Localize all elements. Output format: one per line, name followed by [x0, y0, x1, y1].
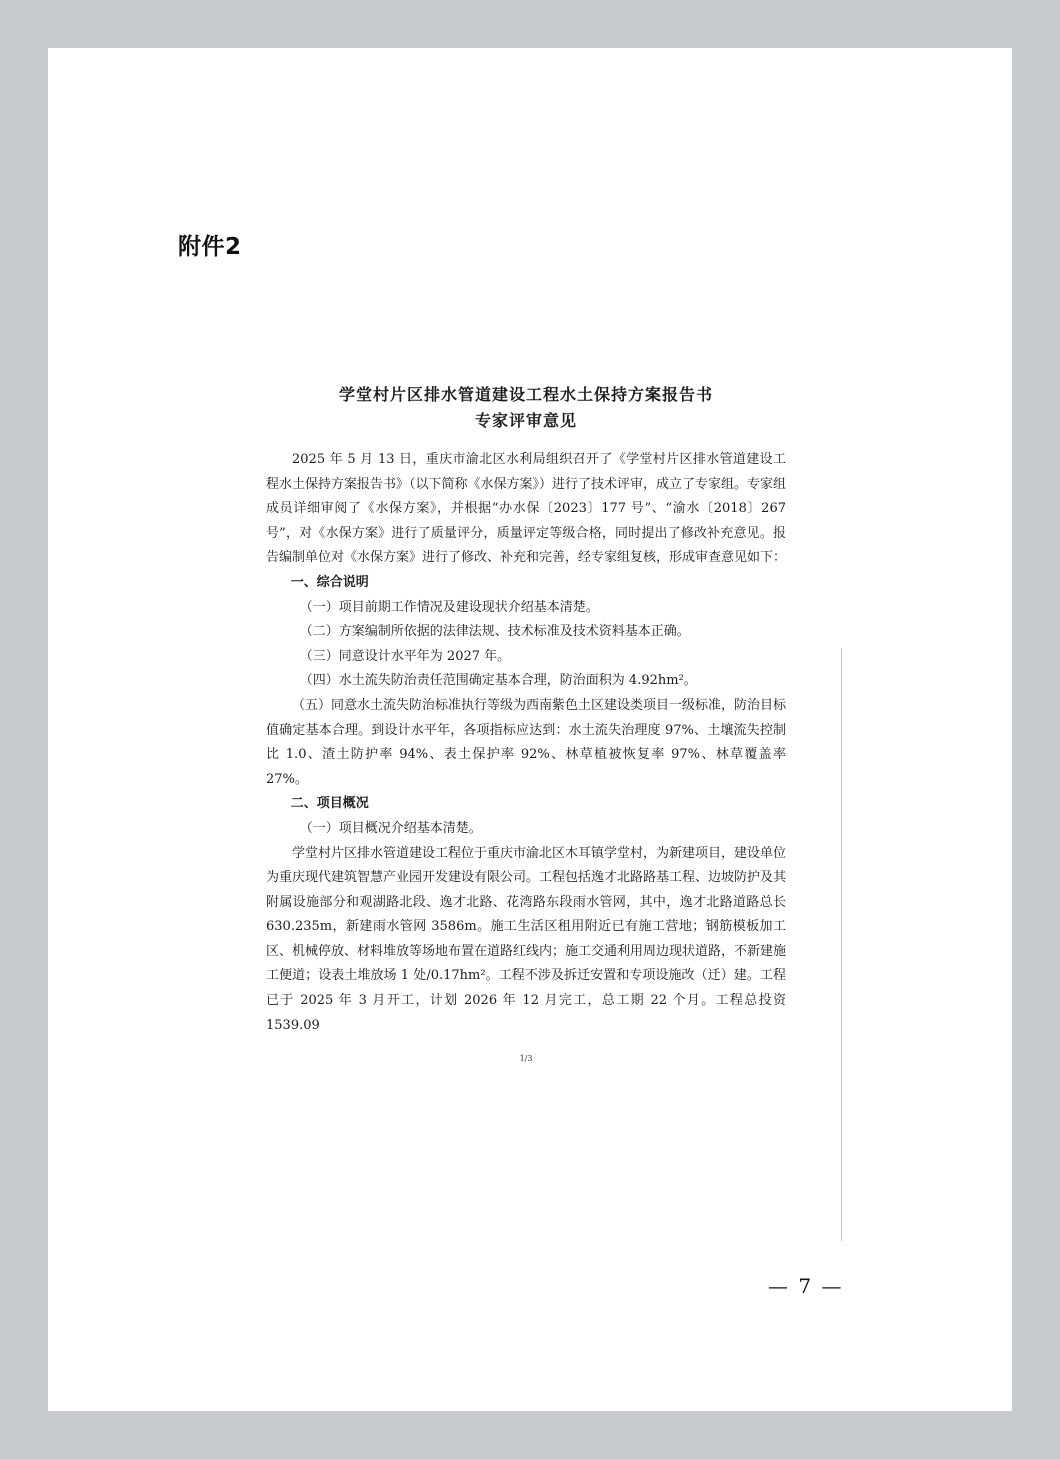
list-item: （四）水土流失防治责任范围确定基本合理，防治面积为 4.92hm²。 [299, 673, 697, 689]
attachment-label: 附件2 [178, 234, 242, 260]
list-item: （一）项目概况介绍基本清楚。 [299, 820, 482, 836]
section-heading: 二、项目概况 [290, 796, 369, 812]
document-body [266, 448, 786, 1038]
section-heading: 一、综合说明 [290, 574, 369, 590]
scan-edge-line [841, 648, 842, 1241]
list-item: （五）同意水土流失防治标准执行等级为西南紫色土区建设类项目一级标准，防治目标值确定基本合理。到设计水平年，各项指标应达到：水土流失治理度 97%、土壤流失控制比 1.0、渣土防护率 94%、表土保护率 92%、林草植被恢复率 97%、林草覆盖率 27%。 [266, 697, 787, 787]
scanned-review-opinion [266, 382, 786, 1063]
scan-page-indicator: 1/3 [519, 1054, 533, 1064]
document-title-line2: 专家评审意见 [474, 411, 577, 430]
intro-paragraph: 2025 年 5 月 13 日，重庆市渝北区水利局组织召开了《学堂村片区排水管道建设工程水土保持方案报告书》（以下简称《水保方案》）进行了技术评审，成立了专家组。专家组成员详细审阅了《水保方案》，并根据“办水保〔2023〕177 号”、“渝水〔2018〕267 号”，对《水保方案》进行了质量评分，质量评定等级合格，同时提出了修改补充意见。报告编制单位对《水保方案》进行了修改、补充和完善，经专家组复核，形成审查意见如下： [266, 452, 787, 566]
document-title-line1: 学堂村片区排水管道建设工程水土保持方案报告书 [338, 385, 713, 404]
document-page [48, 48, 1012, 1411]
page-number: — 7 — [768, 1274, 844, 1298]
list-item: （二）方案编制所依据的法律法规、技术标准及技术资料基本正确。 [299, 624, 690, 640]
project-description-paragraph: 学堂村片区排水管道建设工程位于重庆市渝北区木耳镇学堂村，为新建项目，建设单位为重庆现代建筑智慧产业园开发建设有限公司。工程包括逸才北路路基工程、边坡防护及其附属设施部分和观湖路北段、逸才北路、花湾路东段雨水管网，其中，逸才北路道路总长 630.235m，新建雨水管网 3586m。施工生活区租用附近已有施工营地；钢筋模板加工区、机械停放、材料堆放等场地布置在道路红线内；施工交通利用周边现状道路，不新建施工便道；设表土堆放场 1 处/0.17hm²。工程不涉及拆迁安置和专项设施改（迁）建。工程已于 2025 年 3 月开工，计划 2026 年 12 月完工，总工期 22 个月。工程总投资 1539.09 [266, 845, 787, 1033]
list-item: （三）同意设计水平年为 2027 年。 [299, 648, 511, 664]
list-item: （一）项目前期工作情况及建设现状介绍基本清楚。 [299, 599, 599, 615]
